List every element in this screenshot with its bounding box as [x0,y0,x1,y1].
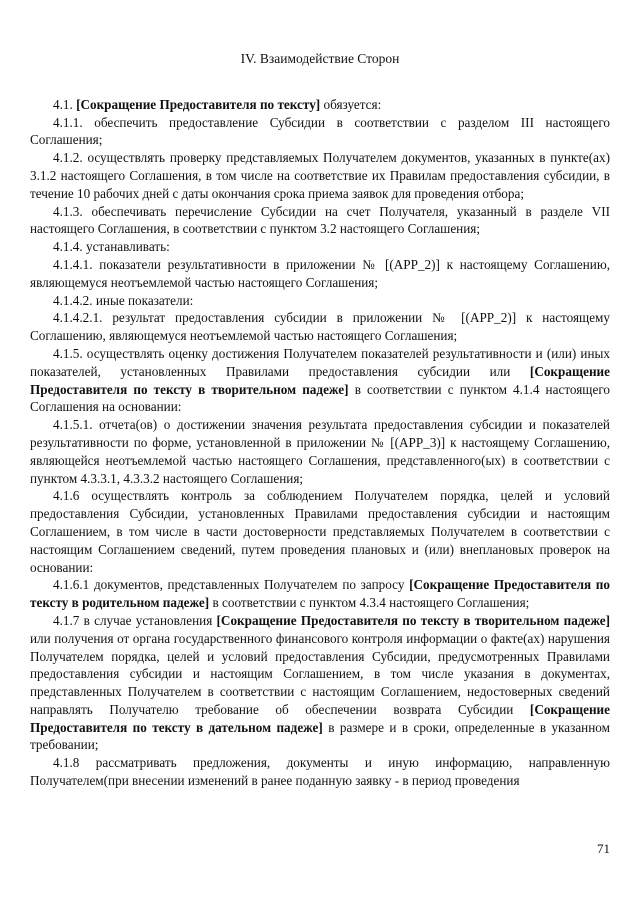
text-run: 4.1.2. осуществлять проверку представляемых Получателем документов, указанных в пункте(ах) 3.1.2 настоящего Соглашения, в том числе на соответствие их Правилам предоставления субсидии, в течение 10 рабочих дней с даты окончания срока приема заявок для проведения отбора; [30,150,610,201]
bold-placeholder: [Сокращение Предоставителя по тексту в творительном падеже] [30,363,610,397]
paragraph [30,309,610,345]
text-run: 4.1.4.2. иные показатели: [53,292,194,308]
bold-placeholder: [Сокращение Предоставителя по тексту в дательном падеже] [30,701,610,735]
text-run: 4.1.7 в случае установления [53,612,217,628]
text-run: в размере и в сроки, определенные в указанном требовании; [30,719,610,753]
text-run: или получения от органа государственного финансового контроля информации о факте(ах) нарушения Получателем порядка, целей и условий предоставления Субсидии, предусмотренных Правилами предоставления субсидии и настоящим Соглашением, в том числе указания в документах, представленных Получателем в соответствии с настоящим Соглашением, недостоверных сведений направлять Получателю требование об обеспечении возврата Субсидии [30,630,610,717]
text-run: 4.1.6.1 документов, представленных Получателем по запросу [53,577,410,593]
paragraph [30,238,610,256]
text-run: обязуется: [320,96,382,112]
paragraph [30,256,610,292]
paragraph [30,292,610,310]
paragraph [30,416,610,487]
paragraph [30,114,610,150]
text-run: 4.1.4.1. показатели результативности в приложении № [(APP_2)] к настоящему Соглашению, являющемуся неотъемлемой частью настоящего Соглашения; [30,256,610,290]
paragraph [30,576,610,612]
paragraph [30,203,610,239]
document-body [30,96,610,790]
text-run: 4.1.4.2.1. результат предоставления субсидии в приложении № [(APP_2)] к настоящему Соглашению, являющемуся неотъемлемой частью настоящего Соглашения; [30,310,610,344]
paragraph [30,345,610,416]
text-run: 4.1.8 рассматривать предложения, документы и иную информацию, направленную Получателем(при внесении изменений в ранее поданную заявку - в период проведения [30,755,610,789]
text-run: 4.1.3. обеспечивать перечисление Субсидии на счет Получателя, указанный в разделе VII настоящего Соглашения, в соответствии с пунктом 3.2 настоящего Соглашения; [30,203,610,237]
paragraph [30,612,610,754]
text-run: 4.1.4. устанавливать: [53,239,170,255]
paragraph [30,149,610,202]
paragraph [30,487,610,576]
bold-placeholder: [Сокращение Предоставителя по тексту в творительном падеже] [216,612,610,628]
paragraph [30,96,610,114]
page-number: 71 [597,841,610,857]
text-run: в соответствии с пунктом 4.3.4 настоящего Соглашения; [209,595,530,611]
text-run: 4.1.5. осуществлять оценку достижения Получателем показателей результативности и (или) иных показателей, установленных Правилами предоставления субсидии или [30,345,610,379]
bold-placeholder: [Сокращение Предоставителя по тексту в родительном падеже] [30,577,610,611]
text-run: в соответствии с пунктом 4.1.4 настоящего Соглашения на основании: [30,381,610,415]
section-title: IV. Взаимодействие Сторон [240,51,400,66]
bold-placeholder: [Сокращение Предоставителя по тексту] [76,96,321,112]
text-run: 4.1. [53,96,77,112]
paragraph [30,754,610,790]
text-run: 4.1.6 осуществлять контроль за соблюдением Получателем порядка, целей и условий предоставления Субсидии, установленных Правилами предоставления субсидии и настоящим Соглашением, в том числе в части достоверности представляемых Получателем в соответствии с настоящим Соглашением сведений, путем проведения плановых и (или) внеплановых проверок на основании: [30,488,610,575]
text-run: 4.1.1. обеспечить предоставление Субсидии в соответствии с разделом III настоящего Соглашения; [30,114,610,148]
text-run: 4.1.5.1. отчета(ов) о достижении значения результата предоставления субсидии и показателей результативности по форме, установленной в приложении № [(APP_3)] к настоящему Соглашению, являющейся неотъемлемой частью настоящего Соглашения, представленного(ых) в соответствии с пунктом 4.3.3.1, 4.3.3.2 настоящего Соглашения; [30,417,610,486]
